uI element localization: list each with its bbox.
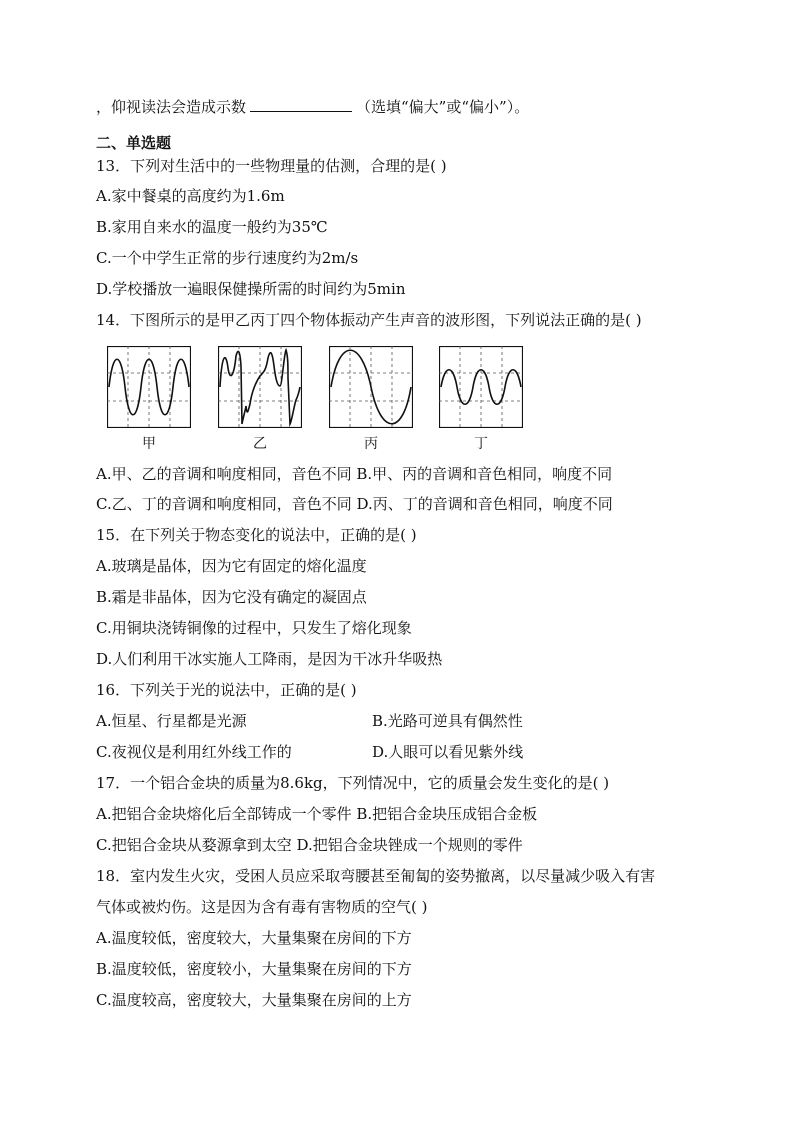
question-16-option-d: D.人眼可以看见紫外线 <box>372 743 524 761</box>
question-17-stem: 17．一个铝合金块的质量为8.6kg，下列情况中，它的质量会发生变化的是( ) <box>96 774 610 792</box>
question-18-option-c: C.温度较高，密度较大，大量集聚在房间的上方 <box>96 991 412 1009</box>
question-15-option-d: D.人们利用干冰实施人工降雨，是因为干冰升华吸热 <box>96 650 443 668</box>
question-13-stem: 13．下列对生活中的一些物理量的估测，合理的是( ) <box>96 157 447 175</box>
question-18-stem-line-1: 18．室内发生火灾，受困人员应采取弯腰甚至匍匐的姿势撤离，以尽量减少吸入有害 <box>96 867 656 885</box>
figure-label-yi: 乙 <box>253 436 267 452</box>
figure-label-jia: 甲 <box>142 436 156 452</box>
question-15-option-a: A.玻璃是晶体，因为它有固定的熔化温度 <box>96 557 367 575</box>
question-13-option-d: D.学校播放一遍眼保健操所需的时间约为5min <box>96 280 406 298</box>
question-17-options-ab: A.把铝合金块熔化后全部铸成一个零件 B.把铝合金块压成铝合金板 <box>96 805 538 823</box>
question-18-option-a: A.温度较低，密度较大，大量集聚在房间的下方 <box>96 929 412 947</box>
question-16-stem: 16．下列关于光的说法中，正确的是( ) <box>96 681 357 699</box>
section-title: 二、单选题 <box>96 134 172 152</box>
q12-tail-prefix: ，仰视读法会造成示数 <box>96 98 247 116</box>
figure-label-ding: 丁 <box>474 436 488 452</box>
question-13-option-b: B.家用自来水的温度一般约为35℃ <box>96 218 328 236</box>
waveform-ding <box>439 346 523 428</box>
q12-tail-line <box>96 97 529 117</box>
waveform-yi <box>218 346 302 428</box>
question-15-option-c: C.用铜块浇铸铜像的过程中，只发生了熔化现象 <box>96 619 412 637</box>
question-15-option-b: B.霜是非晶体，因为它没有确定的凝固点 <box>96 588 367 606</box>
question-18-stem-line-2: 气体或被灼伤。这是因为含有毒有害物质的空气( ) <box>96 898 428 916</box>
question-13-option-c: C.一个中学生正常的步行速度约为2m/s <box>96 249 359 267</box>
question-14-stem: 14．下图所示的是甲乙丙丁四个物体振动产生声音的波形图，下列说法正确的是( ) <box>96 311 642 329</box>
question-13-option-a: A.家中餐桌的高度约为1.6m <box>96 187 285 205</box>
question-16-option-b: B.光路可逆具有偶然性 <box>372 712 523 730</box>
question-16-option-a: A.恒星、行星都是光源 <box>96 712 247 730</box>
waveform-jia <box>107 346 191 428</box>
question-14-options-cd: C.乙、丁的音调和响度相同，音色不同 D.丙、丁的音调和音色相同，响度不同 <box>96 495 613 513</box>
waveform-bing <box>329 346 413 428</box>
question-17-options-cd: C.把铝合金块从婺源拿到太空 D.把铝合金块锉成一个规则的零件 <box>96 836 523 854</box>
q12-tail-suffix: （选填“偏大”或“偏小”）。 <box>356 98 530 116</box>
question-16-option-c: C.夜视仪是利用红外线工作的 <box>96 743 292 761</box>
answer-blank <box>250 97 352 112</box>
question-18-option-b: B.温度较低，密度较小，大量集聚在房间的下方 <box>96 960 412 978</box>
figure-label-bing: 丙 <box>364 436 378 452</box>
question-15-stem: 15．在下列关于物态变化的说法中，正确的是( ) <box>96 526 417 544</box>
question-14-options-ab: A.甲、乙的音调和响度相同，音色不同 B.甲、丙的音调和音色相同，响度不同 <box>96 465 613 483</box>
